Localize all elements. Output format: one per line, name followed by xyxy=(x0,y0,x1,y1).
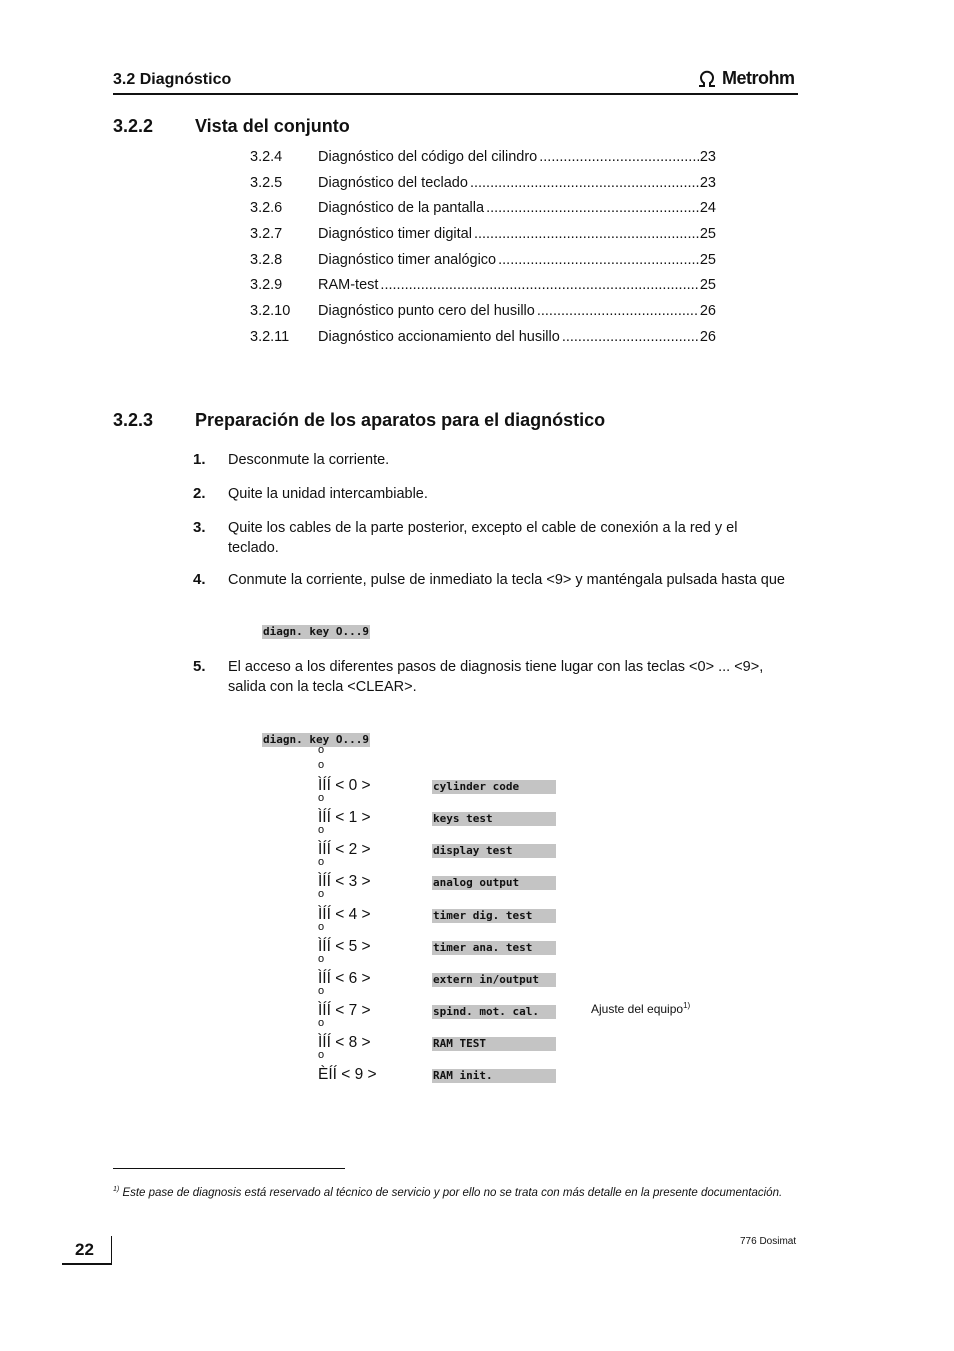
toc-number: 3.2.9 xyxy=(250,277,283,293)
connector-mark: o xyxy=(318,824,325,836)
connector-mark: o xyxy=(318,921,325,933)
section-heading-322 xyxy=(113,116,713,140)
product-name: 776 Dosimat xyxy=(740,1236,797,1247)
step-number: 2. xyxy=(193,485,206,502)
page-number-tick xyxy=(111,1236,112,1265)
toc-page: 23 xyxy=(699,175,716,191)
toc-page: 25 xyxy=(699,277,716,293)
connector-mark: o xyxy=(318,985,325,997)
step-text: Quite la unidad intercambiable. xyxy=(228,486,428,502)
connector-mark: o xyxy=(318,953,325,965)
footnote-text: Este pase de diagnosis está reservado al técnico de servicio y por ello no se trata con más detalle en la presente documentación. xyxy=(122,1186,783,1199)
omega-icon xyxy=(696,70,718,88)
connector-mark: o xyxy=(318,759,325,771)
step-number: 5. xyxy=(193,658,206,675)
step-number: 4. xyxy=(193,571,206,588)
toc-row[interactable] xyxy=(250,252,716,272)
key-1-display: keys test xyxy=(432,812,556,826)
toc-row[interactable] xyxy=(250,226,716,246)
toc-title: RAM-test xyxy=(318,277,379,293)
toc-number: 3.2.6 xyxy=(250,200,283,216)
key-5-display: timer ana. test xyxy=(432,941,556,955)
equipment-adjust-note xyxy=(591,1001,690,1016)
step-text: Conmute la corriente, pulse de inmediato la tecla <9> y manténgala pulsada hasta que xyxy=(228,572,785,588)
toc-number: 3.2.5 xyxy=(250,175,283,191)
key-4-display: timer dig. test xyxy=(432,909,556,923)
key-0-display: cylinder code xyxy=(432,780,556,794)
footnote-mark: 1) xyxy=(113,1186,120,1193)
key-2-display: display test xyxy=(432,844,556,858)
section-title: Preparación de los aparatos para el diagnóstico xyxy=(195,410,606,430)
toc-title: Diagnóstico timer digital xyxy=(318,226,472,242)
toc-number: 3.2.4 xyxy=(250,149,283,165)
toc-page: 26 xyxy=(699,303,716,319)
page-number: 22 xyxy=(75,1240,94,1259)
key-4-label: ÌÍÍ < 4 > xyxy=(318,906,371,923)
footnote-ref[interactable]: 1) xyxy=(683,1001,691,1010)
toc-number: 3.2.10 xyxy=(250,303,291,319)
toc-leader xyxy=(380,277,698,297)
page-number-rule xyxy=(62,1263,112,1265)
section-heading-323 xyxy=(113,410,813,434)
toc-row[interactable] xyxy=(250,149,716,169)
footnote-rule xyxy=(113,1168,345,1169)
connector-mark: o xyxy=(318,888,325,900)
toc-title: Diagnóstico de la pantalla xyxy=(318,200,485,216)
toc-leader xyxy=(498,252,699,272)
toc-title: Diagnóstico punto cero del husillo xyxy=(318,303,535,319)
key-8-label: ÌÍÍ < 8 > xyxy=(318,1034,371,1051)
toc-row[interactable] xyxy=(250,277,716,297)
step-text: Desconmute la corriente. xyxy=(228,452,390,468)
display-message: diagn. key O...9 xyxy=(263,625,369,638)
header-rule xyxy=(113,93,798,95)
section-number: 3.2.3 xyxy=(113,410,154,430)
toc-leader xyxy=(470,175,699,195)
note-text: Ajuste del equipo xyxy=(591,1002,684,1016)
connector-mark: o xyxy=(318,1017,325,1029)
toc-page: 24 xyxy=(699,200,716,216)
toc-page: 25 xyxy=(699,226,716,242)
toc-leader xyxy=(474,226,699,246)
toc-number: 3.2.7 xyxy=(250,226,283,242)
key-8-display: RAM TEST xyxy=(432,1037,556,1051)
toc-row[interactable] xyxy=(250,200,716,220)
toc-number: 3.2.8 xyxy=(250,252,283,268)
footnote xyxy=(113,1182,783,1201)
key-9-display: RAM init. xyxy=(432,1069,556,1083)
connector-mark: o xyxy=(318,744,325,756)
toc-leader xyxy=(537,303,699,323)
toc-title: Diagnóstico timer analógico xyxy=(318,252,497,268)
toc-leader xyxy=(562,329,699,349)
connector-mark: o xyxy=(318,1049,325,1061)
step-text: Quite los cables de la parte posterior, excepto el cable de conexión a la red y el teclado. xyxy=(228,520,738,556)
key-3-display: analog output xyxy=(432,876,556,890)
step-text: El acceso a los diferentes pasos de diagnosis tiene lugar con las teclas <0> ... <9>, salida con la tecla <CLEAR>. xyxy=(228,659,764,695)
toc-leader xyxy=(486,200,699,220)
key-2-label: ÌÍÍ < 2 > xyxy=(318,841,371,858)
key-1-label: ÌÍÍ < 1 > xyxy=(318,809,371,826)
key-9-label: ÈÍÍ < 9 > xyxy=(318,1066,377,1083)
toc-page: 26 xyxy=(699,329,716,345)
toc-title: Diagnóstico del código del cilindro xyxy=(318,149,538,165)
toc-title: Diagnóstico accionamiento del husillo xyxy=(318,329,560,345)
toc-title: Diagnóstico del teclado xyxy=(318,175,468,191)
toc-page: 23 xyxy=(699,149,716,165)
toc-page: 25 xyxy=(699,252,716,268)
toc-row[interactable] xyxy=(250,329,716,349)
key-5-label: ÌÍÍ < 5 > xyxy=(318,938,371,955)
connector-mark: o xyxy=(318,856,325,868)
key-0-label: ÌÍÍ < 0 > xyxy=(318,777,371,794)
key-6-display: extern in/output xyxy=(432,973,556,987)
logo-text: Metrohm xyxy=(722,68,795,88)
section-number: 3.2.2 xyxy=(113,116,154,136)
step-number: 3. xyxy=(193,519,206,536)
section-title: Vista del conjunto xyxy=(195,116,350,136)
step-number: 1. xyxy=(193,451,206,468)
toc-leader xyxy=(539,149,699,169)
key-7-display: spind. mot. cal. xyxy=(432,1005,556,1019)
toc-row[interactable] xyxy=(250,175,716,195)
key-7-label: ÌÍÍ < 7 > xyxy=(318,1002,371,1019)
metrohm-logo xyxy=(696,68,795,89)
key-3-label: ÌÍÍ < 3 > xyxy=(318,873,371,890)
key-6-label: ÌÍÍ < 6 > xyxy=(318,970,371,987)
toc-number: 3.2.11 xyxy=(250,329,290,345)
display-message: diagn. key O...9 xyxy=(263,733,369,746)
toc-row[interactable] xyxy=(250,303,716,323)
running-header: 3.2 Diagnóstico xyxy=(113,71,232,88)
connector-mark: o xyxy=(318,792,325,804)
